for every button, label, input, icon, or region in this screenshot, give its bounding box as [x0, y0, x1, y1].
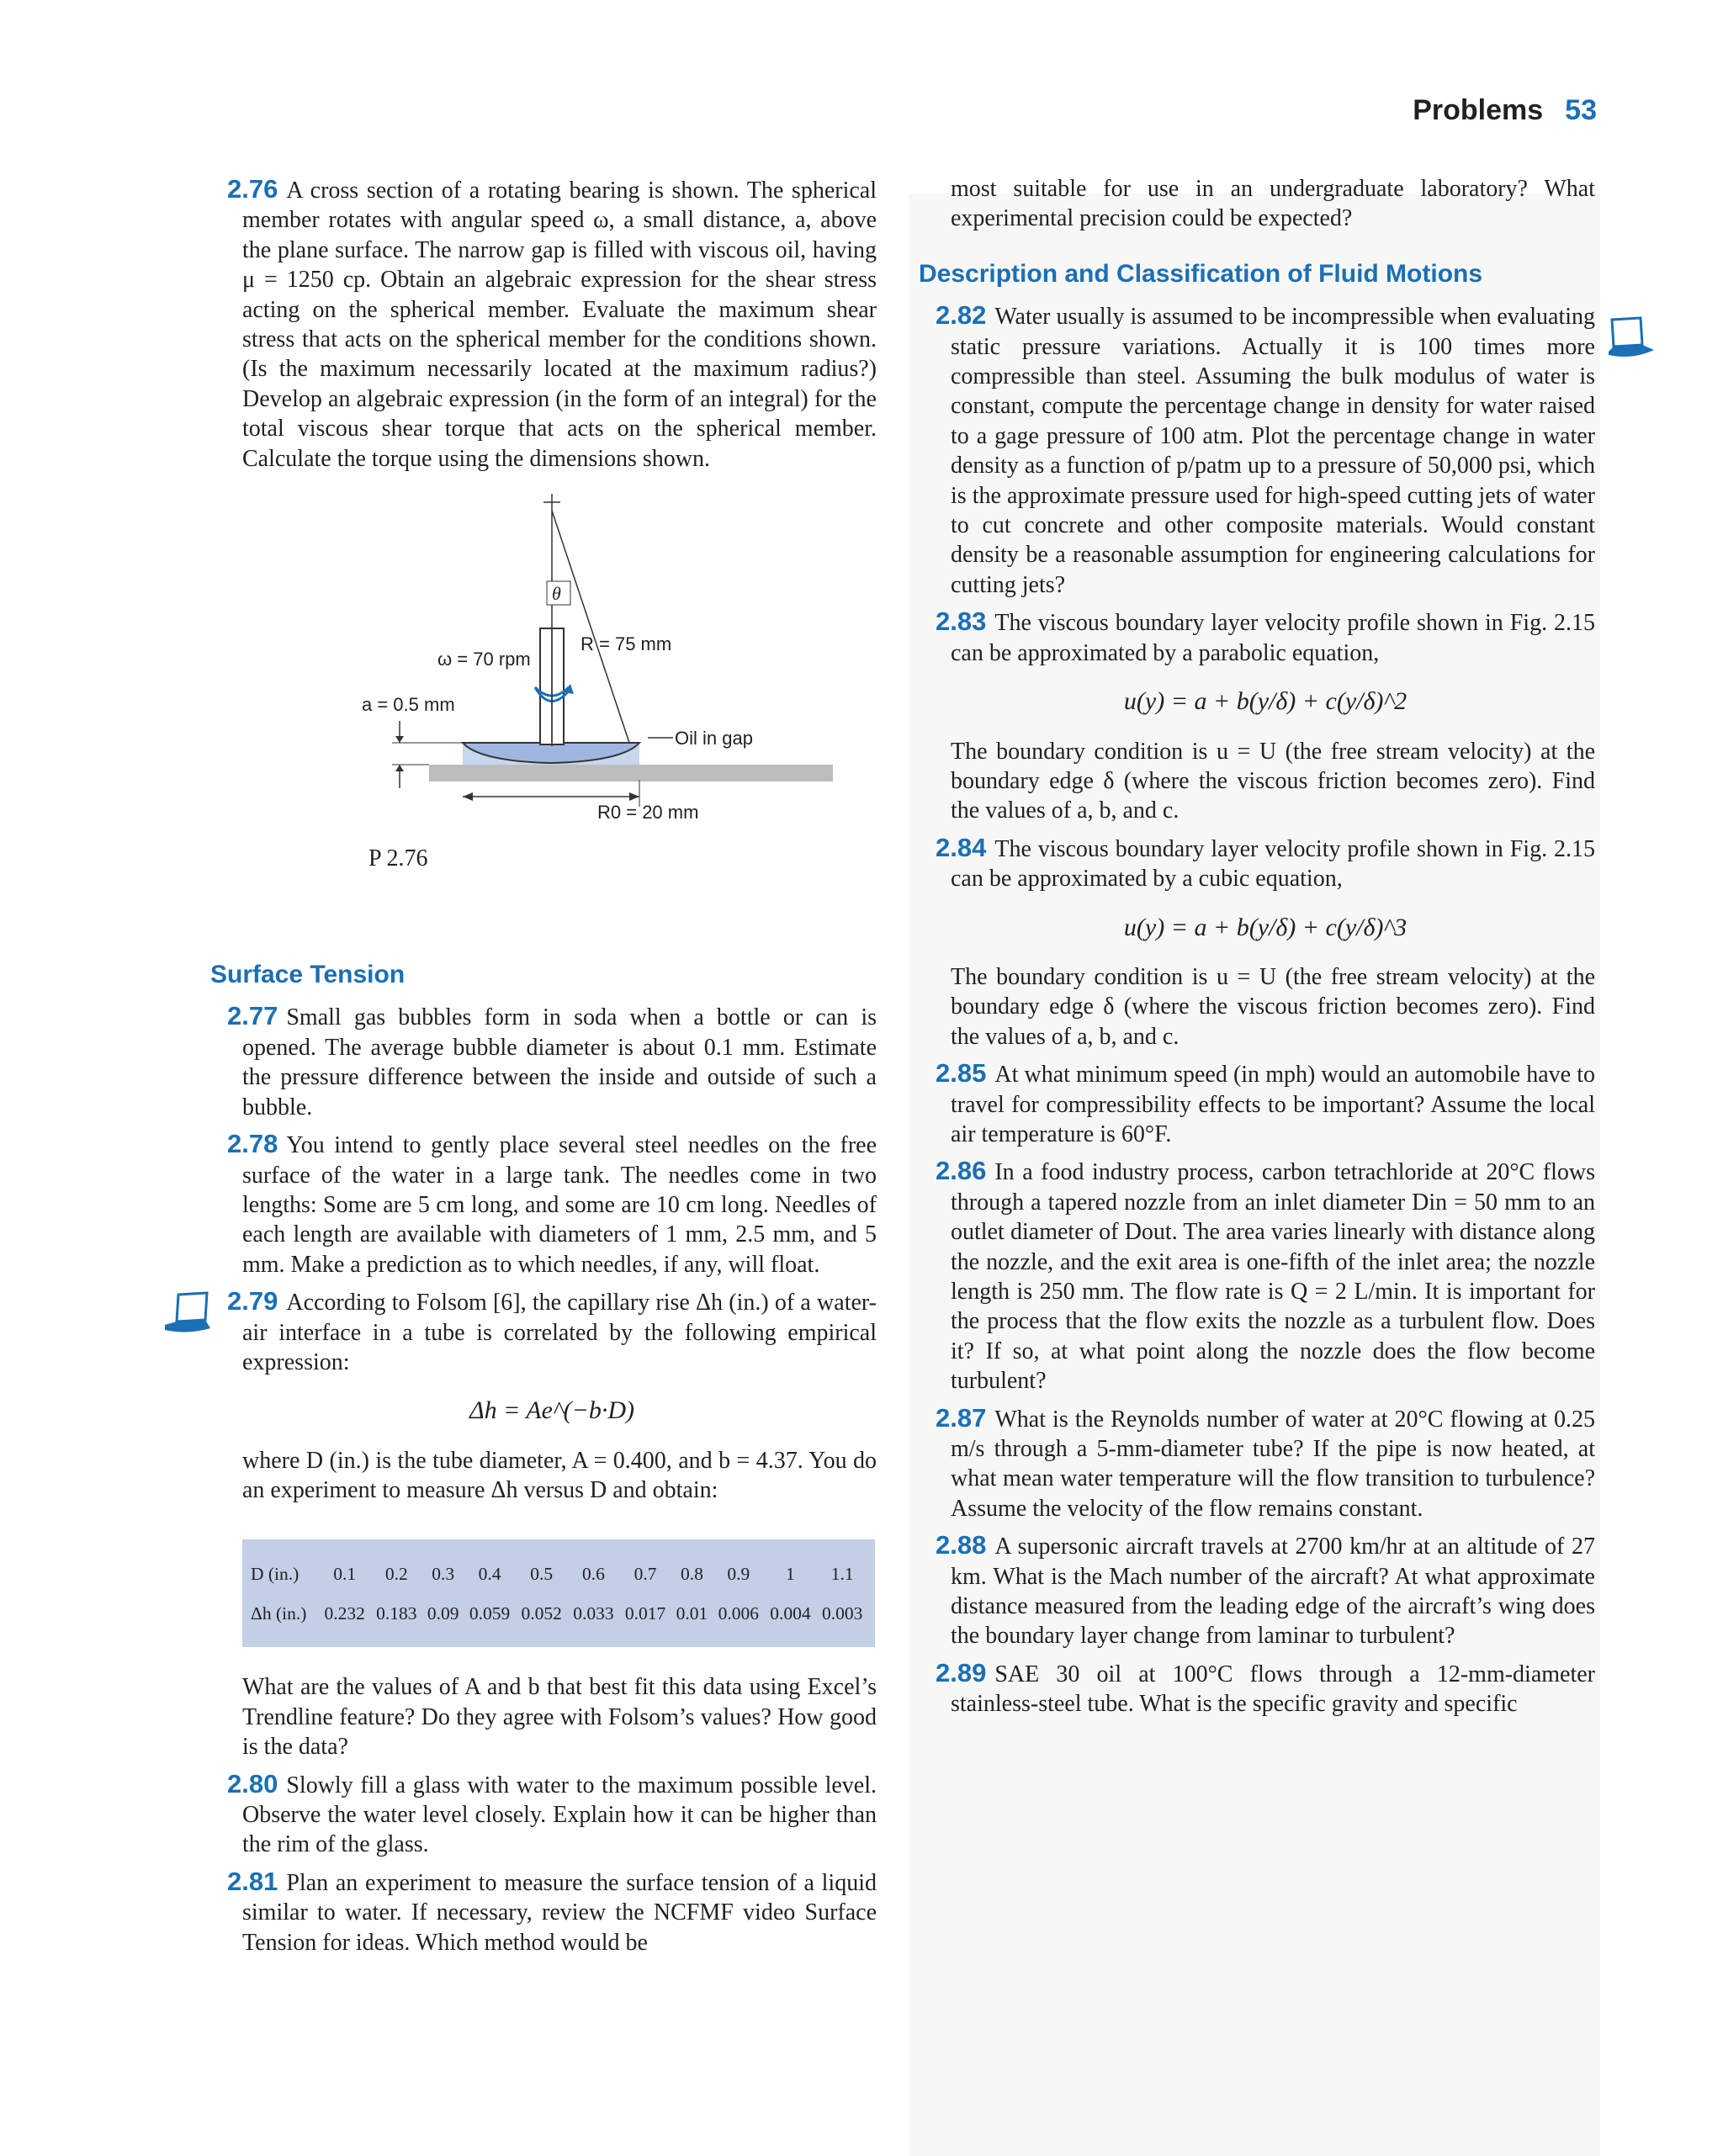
gap-label: a = 0.5 mm	[362, 694, 455, 716]
problem-text: At what minimum speed (in mph) would an automobile have to travel for compressibility effects to be important? Assume the local air temperature is 60°F.	[951, 1062, 1595, 1147]
problem-2-77	[227, 1001, 877, 1122]
table-cell: 0.7	[634, 1563, 657, 1584]
problem-text: SAE 30 oil at 100°C flows through a 12-mm-diameter stainless-steel tube. What is the specific gravity and specific	[951, 1661, 1595, 1718]
problem-text: The viscous boundary layer velocity profile shown in Fig. 2.15 can be approximated by a parabolic equation,	[951, 610, 1595, 666]
problem-number: 2.76	[227, 174, 278, 204]
table-cell: 1	[786, 1563, 795, 1584]
equation-capillary-rise: Δh = Ae^(−b·D)	[469, 1396, 634, 1425]
radius-label: R = 75 mm	[581, 633, 672, 655]
problem-2-79-question: What are the values of A and b that best fit this data using Excel’s Trendline feature? Do they agree with Folsom’s values? How good is the data?	[242, 1674, 877, 1761]
problem-text: Plan an experiment to measure the surface tension of a liquid similar to water. If necessary, review the NCFMF video Surface Tension for ideas. Which method would be	[242, 1869, 877, 1956]
page-number: 53	[1565, 94, 1597, 126]
table-cell: 0.09	[427, 1602, 459, 1624]
theta-label: θ	[552, 583, 561, 605]
table-row-d	[249, 1555, 868, 1594]
table-cell: 0.6	[581, 1563, 605, 1584]
problem-text: Small gas bubbles form in soda when a bottle or can is opened. The average bubble diameter is about 0.1 mm. Estimate the pressure difference between the inside and outside of such a bubble.	[242, 1004, 877, 1120]
table-cell: 0.004	[770, 1602, 811, 1624]
problem-2-88	[936, 1530, 1595, 1651]
problem-2-86	[936, 1156, 1595, 1396]
problem-number: 2.86	[936, 1156, 987, 1186]
problem-text: What is the Reynolds number of water at 20°C flowing at 0.25 m/s through a 5-mm-diameter tube? If the pipe is now heated, at what mean water temperature will the flow transition to turbulence? Assume the velocity of the flow remains constant.	[951, 1406, 1595, 1522]
problem-2-79	[227, 1286, 877, 1377]
problem-2-81	[227, 1867, 877, 1957]
problem-2-79-continued: where D (in.) is the tube diameter, A = 0.400, and b = 4.37. You do an experiment to measure Δh versus D and obtain:	[242, 1447, 877, 1504]
problem-number: 2.85	[936, 1058, 987, 1089]
problem-2-87	[936, 1403, 1595, 1524]
data-table	[242, 1539, 875, 1648]
problem-number: 2.87	[936, 1402, 987, 1433]
equation-cubic: u(y) = a + b(y/δ) + c(y/δ)^3	[1123, 913, 1408, 941]
section-heading-surface-tension: Surface Tension	[210, 961, 406, 989]
laptop-icon	[1605, 316, 1657, 363]
omega-label: ω = 70 rpm	[437, 649, 531, 670]
table-cell: 0.9	[727, 1563, 750, 1584]
left-column	[210, 174, 877, 1964]
table-cell: 0.1	[333, 1563, 357, 1584]
problem-text: Slowly fill a glass with water to the maximum possible level. Observe the water level closely. Explain how it can be higher than the rim of the glass.	[242, 1772, 877, 1858]
page-header	[1413, 94, 1597, 127]
plane-surface	[429, 765, 833, 781]
oil-label: Oil in gap	[675, 728, 753, 750]
table-cell: 1.1	[830, 1563, 854, 1584]
problem-2-80	[227, 1769, 877, 1860]
right-column	[919, 174, 1595, 1726]
table-row-dh	[249, 1594, 868, 1634]
table-cell: 0.033	[573, 1602, 614, 1624]
problem-text: According to Folsom [6], the capillary rise Δh (in.) of a water-air interface in a tube is correlated by the following empirical expression:	[242, 1290, 877, 1375]
section-heading-description: Description and Classification of Fluid Motions	[919, 259, 1483, 288]
problem-2-81-continued: most suitable for use in an undergraduate laboratory? What experimental precision could be expected?	[951, 176, 1595, 232]
problem-2-83	[936, 607, 1595, 668]
equation-parabolic: u(y) = a + b(y/δ) + c(y/δ)^2	[1123, 687, 1408, 716]
table-cell: 0.5	[530, 1563, 554, 1584]
problem-number: 2.82	[936, 300, 987, 331]
table-cell: 0.003	[821, 1602, 863, 1624]
problem-number: 2.80	[227, 1768, 278, 1798]
problem-2-89	[936, 1658, 1595, 1719]
laptop-icon	[162, 1291, 214, 1338]
problem-number: 2.78	[227, 1129, 278, 1159]
table-cell: 0.183	[376, 1602, 417, 1624]
table-cell: 0.052	[521, 1602, 562, 1624]
problem-text: In a food industry process, carbon tetrachloride at 20°C flows through a tapered nozzle from an inlet diameter Din = 50 mm to an outlet diameter of Dout. The area varies linearly with distance along the nozzle, and the exit area is one-fifth of the inlet area; the nozzle length is 250 mm. The flow rate is Q = 2 L/min. It is important for the process that the flow exits the nozzle as a turbulent flow. Does it? If so, at what point along the nozzle does the flow become turbulent?	[951, 1159, 1595, 1395]
problem-2-83-continued: The boundary condition is u = U (the free stream velocity) at the boundary edge δ (where the viscous friction becomes zero). Find the values of a, b, and c.	[951, 738, 1595, 824]
problem-text: The viscous boundary layer velocity profile shown in Fig. 2.15 can be approximated by a cubic equation,	[951, 835, 1595, 893]
problem-text: A cross section of a rotating bearing is shown. The spherical member rotates with angular speed ω, a small distance, a, above the plane surface. The narrow gap is filled with viscous oil, having μ = 1250 cp. Obtain an algebraic expression for the shear stress acting on the spherical member. Evaluate the maximum shear stress that acts on the spherical member for the conditions shown. (Is the maximum necessarily located at the maximum radius?) Develop an algebraic expression (in the form of an integral) for the total viscous shear torque that acts on the spherical member. Calculate the torque using the dimensions shown.	[242, 177, 877, 472]
r0-label: R0 = 20 mm	[597, 802, 699, 824]
problem-2-84	[936, 833, 1595, 894]
table-cell: 0.017	[624, 1602, 666, 1624]
figure-p2-76	[227, 494, 877, 931]
problem-text: You intend to gently place several steel needles on the free surface of the water in a large tank. The needles come in two lengths: Some are 5 cm long, and some are 10 cm long. Needles of each length are available with diameters of 1 mm, 2.5 mm, and 5 mm. Make a prediction as to which needles, if any, will float.	[242, 1132, 877, 1278]
table-row-label: D (in.)	[251, 1563, 300, 1584]
table-cell: 0.006	[718, 1602, 759, 1624]
header-title: Problems	[1413, 94, 1544, 126]
problem-number: 2.83	[936, 607, 987, 637]
table-cell: 0.01	[676, 1602, 708, 1624]
problem-number: 2.88	[936, 1530, 987, 1560]
problem-2-85	[936, 1058, 1595, 1149]
problem-2-82	[936, 300, 1595, 600]
table-cell: 0.3	[432, 1563, 455, 1584]
table-cell: 0.232	[324, 1602, 365, 1624]
problem-2-76	[227, 174, 877, 474]
problem-number: 2.89	[936, 1657, 987, 1687]
problem-number: 2.84	[936, 832, 987, 862]
problem-number: 2.79	[227, 1286, 278, 1316]
table-cell: 0.4	[478, 1563, 501, 1584]
problem-text: Water usually is assumed to be incompressible when evaluating static pressure variations. Actually it is 100 times more compressible than steel. Assuming the bulk modulus of water is constant, compute the percentage change in density for water raised to a gage pressure of 100 atm. Plot the percentage change in water density as a function of p/patm up to a pressure of 50,000 psi, which is the approximate pressure used for high-speed cutting jets of water to cut concrete and other composite materials. Would constant density be a reasonable assumption for engineering calculations for cutting jets?	[951, 304, 1595, 598]
bearing-diagram	[227, 494, 877, 931]
figure-caption: P 2.76	[368, 845, 428, 872]
table-cell: 0.2	[384, 1563, 408, 1584]
problem-text: A supersonic aircraft travels at 2700 km/hr at an altitude of 27 km. What is the Mach number of the aircraft? At what approximate distance measured from the leading edge of the aircraft’s wing does the boundary layer change from laminar to turbulent?	[951, 1534, 1595, 1650]
problem-2-84-continued: The boundary condition is u = U (the free stream velocity) at the boundary edge δ (where the viscous friction becomes zero). Find the values of a, b, and c.	[951, 963, 1595, 1050]
problem-2-78	[227, 1129, 877, 1279]
table-cell: 0.059	[469, 1602, 511, 1624]
problem-number: 2.77	[227, 1001, 278, 1031]
problem-number: 2.81	[227, 1866, 278, 1896]
table-cell: 0.8	[680, 1563, 703, 1584]
table-row-label: Δh (in.)	[251, 1602, 307, 1624]
